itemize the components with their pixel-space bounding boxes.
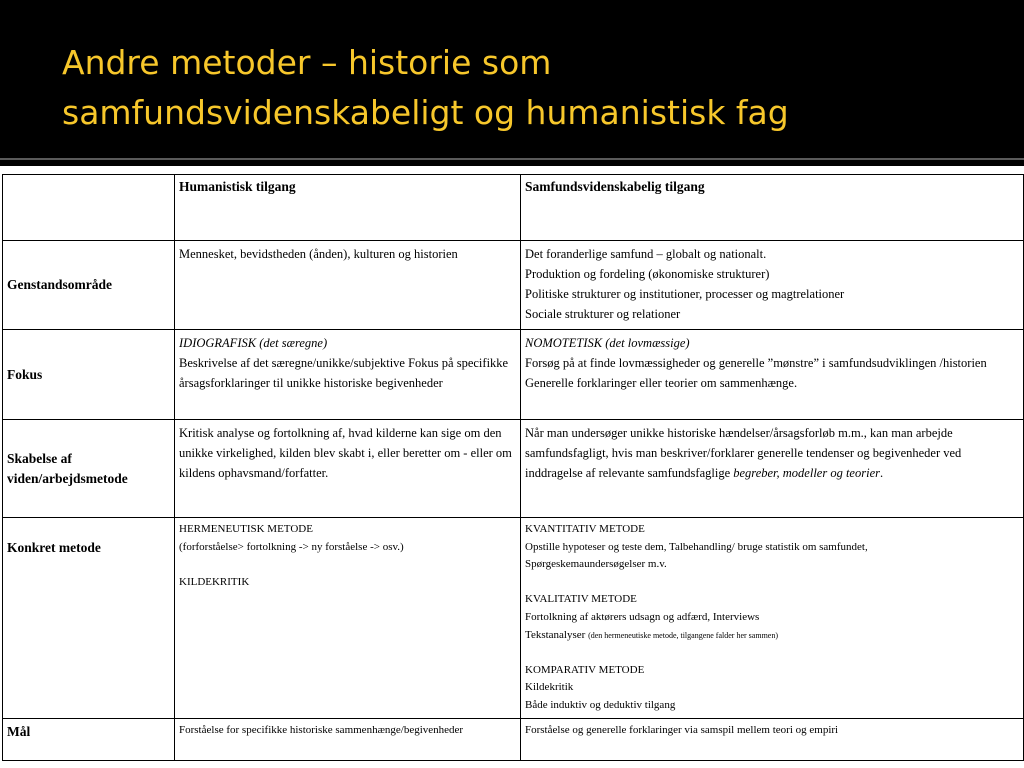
- cell-heading: HERMENEUTISK METODE: [179, 523, 313, 535]
- table-sheet: [0, 166, 1024, 768]
- title-line-2: samfundsvidenskabeligt og humanistisk fag: [62, 93, 789, 132]
- cell-skabelse-hum: Kritisk analyse og fortolkning af, hvad kilderne kan sige om den unikke virkelighed, kilden blev skabt i, eller beretter om - eller om kildens ophavsmand/forfatter.: [175, 420, 521, 518]
- spacer: [179, 556, 516, 574]
- cell-line: Det foranderlige samfund – globalt og nationalt.: [525, 247, 767, 261]
- table-row: [3, 420, 1024, 518]
- cell-line: (forforståelse> fortolkning -> ny forståelse -> osv.): [179, 540, 404, 553]
- cell-line: Både induktiv og deduktiv tilgang: [525, 698, 676, 711]
- header-samfundsvidenskabelig: Samfundsvidenskabelig tilgang: [521, 175, 1024, 241]
- row-label-konkret-metode: Konkret metode: [3, 518, 175, 719]
- cell-line: Forsøg på at finde lovmæssigheder og generelle ”mønstre” i samfundsudviklingen /historien: [525, 356, 987, 370]
- cell-heading: IDIOGRAFISK (det særegne): [179, 336, 328, 350]
- row-label-maal: Mål: [3, 718, 175, 760]
- cell-heading: KVANTITATIV METODE: [525, 523, 645, 535]
- cell-skabelse-sam: [521, 420, 1024, 518]
- cell-maal-hum: Forståelse for specifikke historiske sammenhænge/begivenheder: [175, 718, 521, 760]
- cell-heading: KVALITATIV METODE: [525, 593, 637, 606]
- cell-line: Kildekritik: [525, 681, 574, 694]
- cell-heading: KOMPARATIV METODE: [525, 663, 645, 676]
- cell-heading: NOMOTETISK (det lovmæssige): [525, 336, 690, 350]
- comparison-table: [2, 174, 1024, 761]
- cell-metode-hum: [175, 518, 521, 719]
- cell-line-with-note: [525, 627, 1019, 645]
- cell-line: Spørgeskemaundersøgelser m.v.: [525, 558, 667, 571]
- header-empty-cell: [3, 175, 175, 241]
- spacer: [525, 574, 1019, 592]
- cell-genstand-hum: Mennesket, bevidstheden (ånden), kulturen og historien: [175, 241, 521, 330]
- header-humanistisk: Humanistisk tilgang: [175, 175, 521, 241]
- row-label-line: viden/arbejdsmetode: [7, 470, 128, 486]
- cell-text: Når man undersøger unikke historiske hændelser/årsagsforløb m.m., kan man arbejde samfundsfagligt, hvis man beskriver/forklarer generelle tendenser og begivenheder ved inddragelse af relevante samfundsfaglige: [525, 426, 962, 480]
- cell-maal-sam: Forståelse og generelle forklaringer via samspil mellem teori og empiri: [521, 718, 1024, 760]
- table-header-row: [3, 175, 1024, 241]
- cell-fokus-sam: [521, 330, 1024, 420]
- cell-fokus-hum: [175, 330, 521, 420]
- table-row: [3, 241, 1024, 330]
- row-label-genstandsomraade: Genstandsområde: [3, 241, 175, 330]
- cell-line: Produktion og fordeling (økonomiske strukturer): [525, 267, 770, 281]
- table-row: [3, 718, 1024, 760]
- row-label-fokus: Fokus: [3, 330, 175, 420]
- cell-line: Generelle forklaringer eller teorier om sammenhænge.: [525, 376, 798, 390]
- cell-text-end: .: [879, 466, 884, 480]
- cell-line: Opstille hypoteser og teste dem, Talbehandling/ bruge statistik om samfundet,: [525, 540, 868, 553]
- title-line-1: Andre metoder – historie som: [62, 43, 552, 82]
- cell-genstand-sam: [521, 241, 1024, 330]
- cell-line: Fortolkning af aktørers udsagn og adfærd, Interviews: [525, 610, 760, 623]
- title-divider: [0, 158, 1024, 160]
- cell-metode-sam: [521, 518, 1024, 719]
- cell-line: Sociale strukturer og relationer: [525, 307, 681, 321]
- cell-line: Politiske strukturer og institutioner, processer og magtrelationer: [525, 287, 845, 301]
- slide-title: [62, 38, 789, 138]
- table-row: [3, 518, 1024, 719]
- cell-note: (den hermeneutiske metode, tilgangene falder her sammen): [588, 630, 778, 640]
- table-row: [3, 330, 1024, 420]
- cell-heading: KILDEKRITIK: [179, 575, 250, 588]
- row-label-line: Skabelse af: [7, 450, 72, 466]
- spacer: [525, 644, 1019, 662]
- row-label-skabelse: [3, 420, 175, 518]
- title-bar: [0, 0, 1024, 158]
- cell-text: Tekstanalyser: [525, 628, 589, 641]
- cell-italic-text: begreber, modeller og teorier: [733, 466, 880, 480]
- cell-line: Beskrivelse af det særegne/unikke/subjektive Fokus på specifikke årsagsforklaringer til unikke historiske begivenheder: [179, 356, 509, 390]
